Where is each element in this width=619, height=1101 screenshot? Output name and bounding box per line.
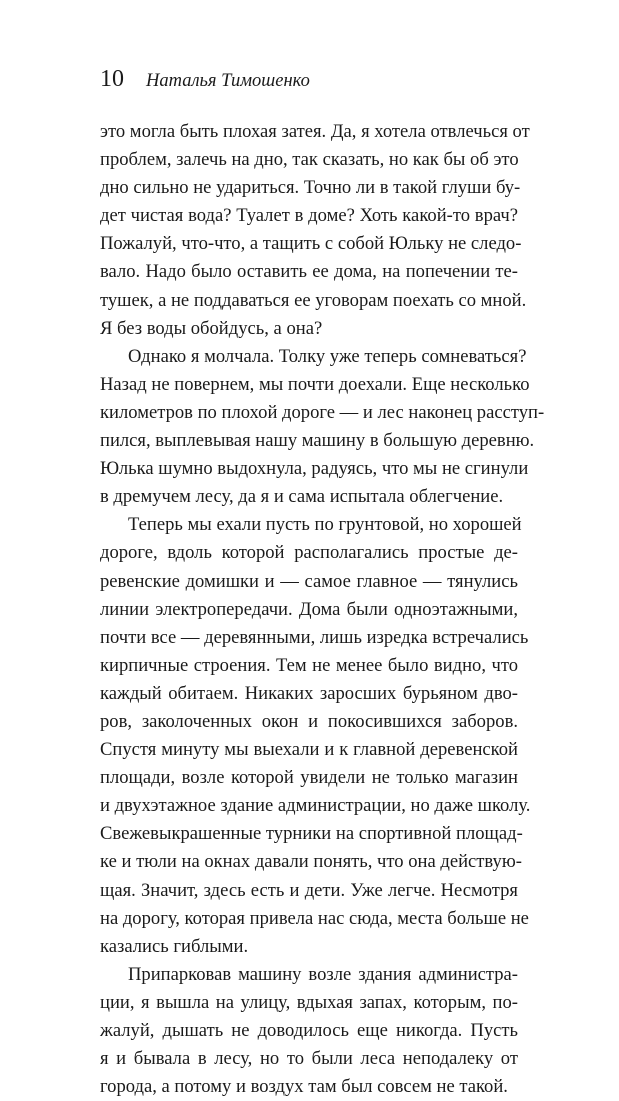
paragraph — [100, 118, 530, 343]
paragraph — [100, 343, 545, 512]
text-line: Юлька шумно выдохнула, радуясь, что мы не сгинули — [100, 458, 529, 480]
text-line: щая. Значит, здесь есть и дети. Уже легче. Несмотря — [100, 879, 518, 901]
page-header — [100, 66, 310, 93]
text-line: ции, я вышла на улицу, вдыхая запах, которым, по- — [100, 991, 518, 1013]
body-text — [100, 118, 545, 1101]
page-number: 10 — [100, 66, 124, 92]
text-line: и двухэтажное здание администрации, но даже школу. — [100, 795, 531, 817]
text-line: дет чистая вода? Туалет в доме? Хоть какой-то врач? — [100, 205, 518, 227]
text-line: Однако я молчала. Толку уже теперь сомневаться? — [128, 345, 527, 367]
text-line: километров по плохой дороге — и лес наконец расступ- — [100, 401, 545, 423]
text-line: линии электропередачи. Дома были одноэтажными, — [100, 598, 518, 620]
text-line: жалуй, дышать не доводилось еще никогда. Пусть — [100, 1020, 518, 1041]
text-line: площади, возле которой увидели не только магазин — [100, 767, 518, 789]
text-line: дороге, вдоль которой располагались простые де- — [100, 542, 518, 564]
text-line: казались гиблыми. — [100, 935, 249, 957]
text-line: ревенские домишки и — самое главное — тянулись — [100, 570, 518, 592]
text-line: каждый обитаем. Никаких заросших бурьяном дво- — [100, 682, 518, 704]
text-line: Я без воды обойдусь, а она? — [100, 317, 323, 339]
text-line: Припарковав машину возле здания администра- — [128, 963, 518, 985]
paragraph — [100, 511, 531, 961]
text-line: это могла быть плохая затея. Да, я хотела отвлечься от — [100, 121, 530, 142]
text-line: ров, заколоченных окон и покосившихся заборов. — [100, 710, 518, 732]
text-line: ке и тюли на окнах давали понять, что она действую- — [100, 851, 522, 873]
text-line: тушек, а не поддаваться ее уговорам поехать со мной. — [100, 289, 527, 311]
paragraph — [100, 961, 518, 1101]
text-line: проблем, залечь на дно, так сказать, но как бы об это — [100, 149, 519, 171]
text-line: Спустя минуту мы выехали и к главной деревенской — [100, 739, 518, 761]
text-line: Пожалуй, что-что, а тащить с собой Юльку не следо- — [100, 233, 522, 255]
running-head: Наталья Тимошенко — [146, 71, 310, 91]
text-line: Назад не повернем, мы почти доехали. Еще несколько — [100, 373, 530, 395]
text-line: я и бывала в лесу, но то были леса неподалеку от — [100, 1048, 518, 1070]
text-line: вало. Надо было оставить ее дома, на попечении те- — [100, 261, 518, 283]
text-line: на дорогу, которая привела нас сюда, места больше не — [100, 907, 529, 929]
text-line: пился, выплевывая нашу машину в большую деревню. — [100, 430, 535, 452]
text-line: почти все — деревянными, лишь изредка встречались — [100, 626, 529, 648]
text-line: города, а потому и воздух там был совсем не такой. — [100, 1076, 508, 1098]
text-line: кирпичные строения. Тем не менее было видно, что — [100, 654, 518, 676]
text-line: в дремучем лесу, да я и сама испытала облегчение. — [100, 486, 504, 508]
text-line: дно сильно не удариться. Точно ли в такой глуши бу- — [100, 177, 521, 199]
text-line: Теперь мы ехали пусть по грунтовой, но хорошей — [128, 514, 522, 536]
text-line: Свежевыкрашенные турники на спортивной площад- — [100, 823, 523, 845]
